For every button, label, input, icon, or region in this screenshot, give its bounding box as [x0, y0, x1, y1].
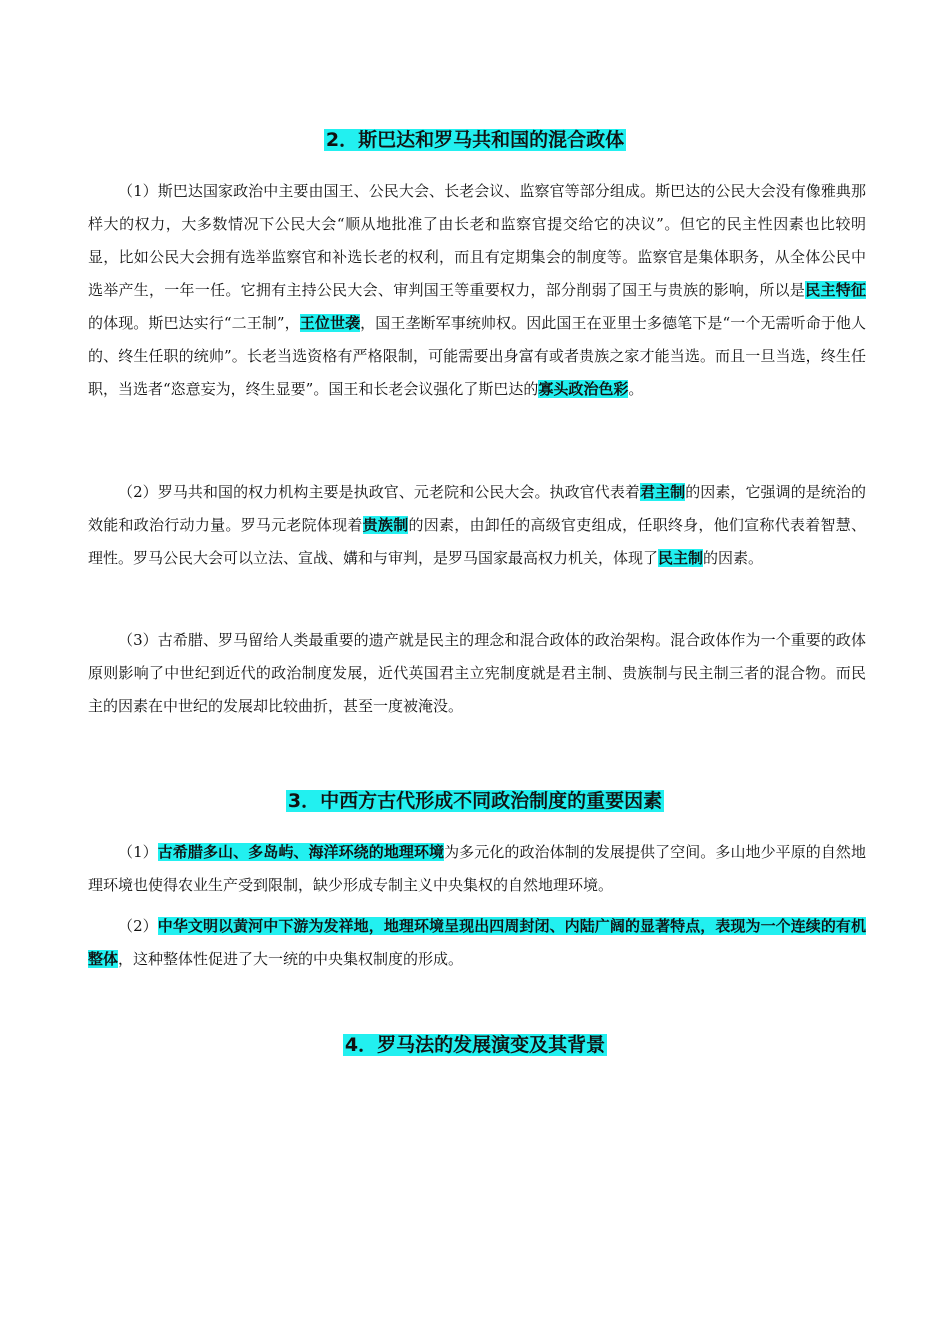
paragraph-text: （2）: [118, 917, 158, 935]
section-3-title: 3．中西方古代形成不同政治制度的重要因素: [287, 790, 663, 812]
highlight-greek-geography: 古希腊多山、多岛屿、海洋环绕的地理环境: [157, 843, 445, 861]
paragraph-text: （2）罗马共和国的权力机构主要是执政官、元老院和公民大会。执政官代表着: [118, 483, 640, 501]
section-2-paragraph-2: [88, 476, 866, 575]
highlight-oligarchy: 寡头政治色彩: [538, 380, 629, 398]
paragraph-text: 的因素，它强调的是统治的效能和政治行动力量。罗马元老院体现着: [88, 483, 866, 534]
section-2-heading: [0, 127, 950, 153]
highlight-monarchy: 君主制: [639, 483, 686, 501]
paragraph-text: 的体现。斯巴达实行“二王制”，: [88, 314, 300, 332]
section-2-paragraph-3: （3）古希腊、罗马留给人类最重要的遗产就是民主的理念和混合政体的政治架构。混合政体作为一个重要的政体原则影响了中世纪到近代的政治制度发展，近代英国君主立宪制度就是君主制、贵族制与民主制三者的混合物。而民主的因素在中世纪的发展却比较曲折，甚至一度被淹没。: [88, 631, 866, 715]
paragraph-text: 的因素。: [703, 549, 764, 567]
highlight-hereditary-throne: 王位世袭: [299, 314, 361, 332]
paragraph-text: （1）: [118, 843, 158, 861]
paragraph-text: （1）斯巴达国家政治中主要由国王、公民大会、长老会议、监察官等部分组成。斯巴达的公民大会没有像雅典那样大的权力，大多数情况下公民大会“顺从地批准了由长老和监察官提交给它的决议”。但它的民主性因素也比较明显，比如公民大会拥有选举监察官和补选长老的权利，而且有定期集会的制度等。监察官是集体职务，从全体公民中选举产生，一年一任。它拥有主持公民大会、审判国王等重要权力，部分削弱了国王与贵族的影响，所以是: [88, 182, 866, 299]
section-4-title: 4．罗马法的发展演变及其背景: [344, 1034, 606, 1056]
highlight-democratic-feature: 民主特征: [805, 281, 866, 299]
section-4-heading: [0, 1032, 950, 1058]
section-3-heading: [0, 788, 950, 814]
paragraph-text: 。: [628, 380, 644, 398]
section-3-paragraph-2: [88, 910, 866, 976]
paragraph-text: ，这种整体性促进了大一统的中央集权制度的形成。: [118, 950, 464, 968]
highlight-chinese-geography: 中华文明以黄河中下游为发祥地，地理环境呈现出四周封闭、内陆广阔的显著特点，表现为一个连续的有机整体: [88, 917, 866, 968]
highlight-democracy: 民主制: [658, 549, 704, 567]
paragraph-text: 为多元化的政治体制的发展提供了空间。多山地少平原的自然地理环境也使得农业生产受到限制，缺少形成专制主义中央集权的自然地理环境。: [88, 843, 866, 894]
paragraph-text: 的因素，由卸任的高级官吏组成，任职终身，他们宣称代表着智慧、理性。罗马公民大会可以立法、宣战、媾和与审判，是罗马国家最高权力机关，体现了: [88, 516, 866, 567]
section-2-title: 2．斯巴达和罗马共和国的混合政体: [325, 129, 625, 151]
section-2-paragraph-1: [88, 175, 866, 406]
paragraph-text: ，国王垄断军事统帅权。因此国王在亚里士多德笔下是“一个无需听命于他人的、终生任职的统帅”。长老当选资格有严格限制，可能需要出身富有或者贵族之家才能当选。而且一旦当选，终生任职，当选者“恣意妄为，终生显要”。国王和长老会议强化了斯巴达的: [88, 314, 866, 398]
section-3-paragraph-1: [88, 836, 866, 902]
highlight-aristocracy: 贵族制: [362, 516, 409, 534]
